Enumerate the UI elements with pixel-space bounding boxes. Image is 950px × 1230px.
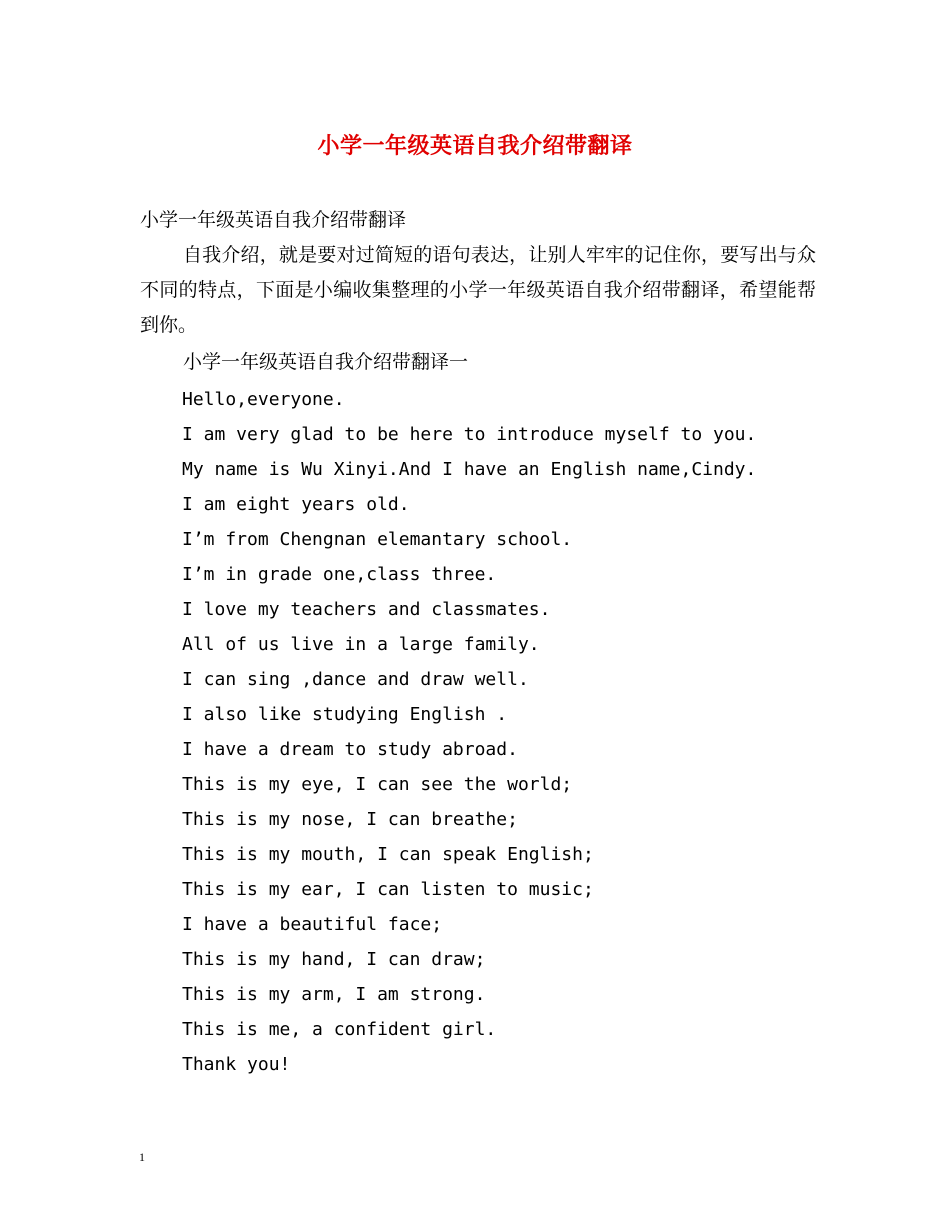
english-line: I love my teachers and classmates.: [182, 599, 551, 620]
english-line: This is my eye, I can see the world;: [182, 774, 573, 795]
english-line: My name is Wu Xinyi.And I have an English name,Cindy.: [182, 459, 757, 480]
english-line: This is my ear, I can listen to music;: [182, 879, 594, 900]
english-line: This is my mouth, I can speak English;: [182, 844, 594, 865]
english-line: Hello,everyone.: [182, 389, 345, 410]
english-line: I also like studying English .: [182, 704, 508, 725]
english-line: This is my hand, I can draw;: [182, 949, 486, 970]
english-line: This is me, a confident girl.: [182, 1019, 497, 1040]
english-line: Thank you!: [182, 1054, 291, 1075]
english-line: I can sing ,dance and draw well.: [182, 669, 529, 690]
english-lines-list: [182, 382, 756, 1082]
intro-paragraph: 自我介绍，就是要对过简短的语句表达，让别人牢牢的记住你，要写出与众不同的特点，下面是小编收集整理的小学一年级英语自我介绍带翻译，希望能帮到你。: [140, 244, 816, 336]
section-heading: 小学一年级英语自我介绍带翻译一: [183, 351, 469, 373]
document-title: 小学一年级英语自我介绍带翻译: [317, 134, 633, 159]
english-line: This is my nose, I can breathe;: [182, 809, 518, 830]
english-line: I’m in grade one,class three.: [182, 564, 497, 585]
english-line: I am very glad to be here to introduce myself to you.: [182, 424, 757, 445]
english-line: I am eight years old.: [182, 494, 410, 515]
english-line: I’m from Chengnan elemantary school.: [182, 529, 573, 550]
english-line: This is my arm, I am strong.: [182, 984, 486, 1005]
english-line: I have a beautiful face;: [182, 914, 443, 935]
english-line: All of us live in a large family.: [182, 634, 540, 655]
document-subtitle: 小学一年级英语自我介绍带翻译: [140, 209, 407, 231]
english-line: I have a dream to study abroad.: [182, 739, 518, 760]
page-number: 1: [139, 1150, 145, 1164]
